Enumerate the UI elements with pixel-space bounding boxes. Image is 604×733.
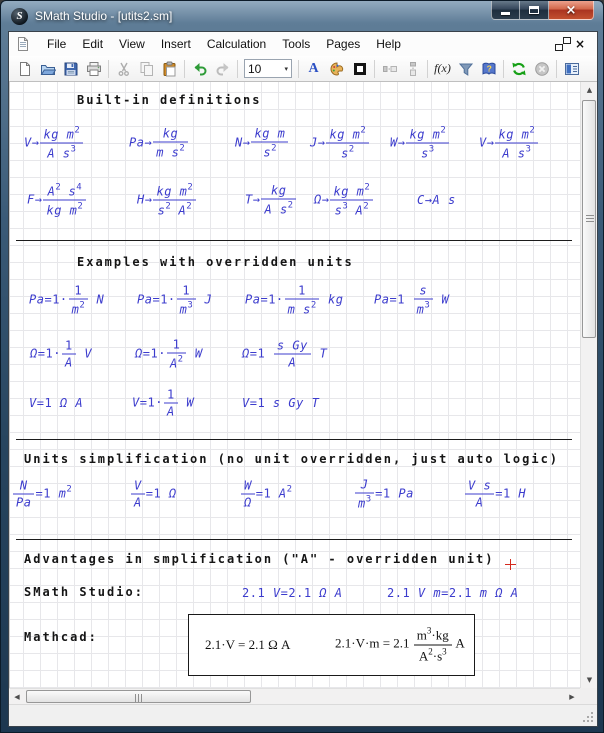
copy-button[interactable] <box>135 58 158 80</box>
open-button[interactable] <box>36 58 59 80</box>
simp-W-Ohm[interactable]: $\frac{W}{\Omega}$ =1 $A^2$ <box>240 479 292 510</box>
border-button[interactable] <box>348 58 371 80</box>
simp-V-A[interactable]: $\frac{V}{A}$ =1 Ω <box>130 479 177 510</box>
new-page-button[interactable] <box>13 58 36 80</box>
palette-icon <box>329 61 345 77</box>
cut-button[interactable] <box>112 58 135 80</box>
red-cursor <box>505 559 516 570</box>
vertical-scrollbar[interactable] <box>580 82 597 688</box>
def-W[interactable]: W→ $\frac{kg m^2}{s^3}$ <box>390 126 450 161</box>
toolbar-separator <box>427 60 428 78</box>
separator-1 <box>16 240 572 241</box>
new-page-icon <box>17 61 33 77</box>
toolbar-separator <box>184 60 185 78</box>
border-icon <box>354 63 366 75</box>
def-T[interactable]: T→ $\frac{kg}{A s^2}$ <box>245 184 297 217</box>
ex-Ohm-V[interactable]: Ω=1· $\frac{1}{A}$ V <box>30 338 93 370</box>
horizontal-scrollbar[interactable] <box>9 688 580 704</box>
function-button[interactable] <box>431 58 454 80</box>
def-J[interactable]: J→ $\frac{kg m^2}{s^2}$ <box>310 126 370 161</box>
def-F[interactable]: F→ $\frac{A^2 s^4}{kg m^2}$ <box>27 183 87 218</box>
paste-button[interactable] <box>158 58 181 80</box>
scroll-down-icon[interactable]: ▼ <box>586 676 593 684</box>
side-panel-icon <box>564 61 580 77</box>
toolbar-separator <box>556 60 557 78</box>
recalculate-button[interactable] <box>507 58 530 80</box>
close-icon: × <box>565 2 577 18</box>
def-Pa[interactable]: Pa→ $\frac{kg}{m s^2}$ <box>129 127 189 160</box>
filter-button[interactable] <box>454 58 477 80</box>
align-horizontal-icon <box>382 61 398 77</box>
ex-V-W[interactable]: V=1· $\frac{1}{A}$ W <box>132 387 195 419</box>
menu-view[interactable]: View <box>119 37 145 51</box>
refresh-icon <box>511 61 527 77</box>
scroll-left-icon[interactable]: ◀ <box>14 693 20 701</box>
mdi-close-icon: × <box>574 37 585 51</box>
toolbar <box>9 56 597 82</box>
stop-icon <box>534 61 550 77</box>
font-color-icon: A <box>308 60 319 76</box>
align-vertical-icon <box>405 61 421 77</box>
svg-text:?: ? <box>486 63 492 73</box>
font-size-value: 10 <box>248 61 262 76</box>
print-button[interactable] <box>82 58 105 80</box>
side-panel-button[interactable] <box>560 58 583 80</box>
mathcad-box-formula-1: 2.1·V = 2.1 Ω A <box>205 637 291 652</box>
chevron-down-icon[interactable]: ▾ <box>284 64 288 73</box>
align-horizontal-button[interactable] <box>378 58 401 80</box>
funnel-icon <box>458 61 474 77</box>
ex-Pa-J[interactable]: Pa=1· $\frac{1}{m^3}$ J <box>137 283 213 317</box>
separator-3 <box>16 539 572 540</box>
font-color-button[interactable] <box>302 58 325 80</box>
menu-edit[interactable]: Edit <box>82 37 104 51</box>
menu-file[interactable]: File <box>47 37 67 51</box>
help-book-icon <box>481 61 497 77</box>
align-vertical-button[interactable] <box>401 58 424 80</box>
redo-icon <box>215 61 231 77</box>
horizontal-scrollbar-thumb[interactable] <box>26 690 251 703</box>
smath-logo-icon: S <box>11 8 28 25</box>
mdi-window-buttons <box>551 35 591 53</box>
stop-button[interactable] <box>530 58 553 80</box>
separator-2 <box>16 439 572 440</box>
cut-icon <box>116 61 132 77</box>
save-button[interactable] <box>59 58 82 80</box>
simp-Vs-A[interactable]: $\frac{\text{V s}}{A}$ =1 H <box>464 479 526 510</box>
font-size-combo[interactable] <box>244 59 292 78</box>
undo-button[interactable] <box>188 58 211 80</box>
simp-J-m3[interactable]: $\frac{J}{m^3}$ =1 Pa <box>354 478 414 511</box>
resize-grip[interactable] <box>582 711 595 724</box>
paste-icon <box>162 61 178 77</box>
maximize-button[interactable] <box>520 1 549 20</box>
background-color-button[interactable] <box>325 58 348 80</box>
ex-V-OhmA[interactable]: V=1 Ω A <box>29 396 84 410</box>
scroll-right-icon[interactable]: ▶ <box>569 693 575 701</box>
toolbar-separator <box>503 60 504 78</box>
section-title-advantages[interactable]: Advantages in smplification ("A" - overridden unit) <box>24 552 495 566</box>
document-icon <box>15 36 31 52</box>
def-Ohm[interactable]: Ω→ $\frac{kg m^2}{s^3 A^2}$ <box>314 183 374 218</box>
mathcad-box <box>188 614 475 676</box>
toolbar-separator <box>374 60 375 78</box>
menu-pages[interactable]: Pages <box>326 37 361 51</box>
save-icon <box>63 61 79 77</box>
vertical-scrollbar-thumb[interactable] <box>582 100 596 338</box>
def-V-1[interactable]: V→ $\frac{kg m^2}{A s^3}$ <box>24 126 84 161</box>
section-title-simplification[interactable]: Units simplification (no unit overridden, just auto logic) <box>24 452 560 466</box>
open-folder-icon <box>40 61 56 77</box>
client-area <box>8 31 598 727</box>
copy-icon <box>139 61 155 77</box>
section-title-overridden[interactable]: Examples with overridden units <box>77 255 354 269</box>
toolbar-separator <box>298 60 299 78</box>
toolbar-separator <box>108 60 109 78</box>
caption-buttons <box>491 1 594 20</box>
redo-button[interactable] <box>211 58 234 80</box>
menu-insert[interactable]: Insert <box>160 37 191 51</box>
menu-bar <box>9 32 597 56</box>
fx-icon: f(x) <box>434 61 451 75</box>
minimize-icon <box>501 12 510 15</box>
reference-book-button[interactable] <box>477 58 500 80</box>
ex-Pa-W[interactable]: Pa=1 $\frac{s}{m^3}$ W <box>374 283 450 317</box>
section-title-builtin[interactable]: Built-in definitions <box>77 93 262 107</box>
mdi-close-button[interactable] <box>575 35 585 53</box>
smath-result-2[interactable]: 2.1 V m=2.1 m Ω A <box>387 586 519 600</box>
minimize-button[interactable] <box>491 1 520 20</box>
scrollbar-corner <box>580 688 597 704</box>
def-H[interactable]: H→ $\frac{kg m^2}{s^2 A^2}$ <box>137 183 197 218</box>
smath-result-1[interactable]: 2.1 V=2.1 Ω A <box>242 586 343 600</box>
label-smath-studio[interactable]: SMath Studio: <box>24 585 144 599</box>
toolbar-separator <box>237 60 238 78</box>
def-N[interactable]: N→ $\frac{\text{kg m}}{s^2}$ <box>235 127 289 160</box>
print-icon <box>86 61 102 77</box>
close-button[interactable] <box>549 1 594 20</box>
def-V-2[interactable]: V→ $\frac{kg m^2}{A s^3}$ <box>479 126 539 161</box>
ex-V-sGyT[interactable]: V=1 s Gy T <box>242 396 320 410</box>
ex-Ohm-W[interactable]: Ω=1· $\frac{1}{A^2}$ W <box>135 337 203 371</box>
undo-icon <box>192 61 208 77</box>
label-mathcad[interactable]: Mathcad: <box>24 630 98 644</box>
def-C[interactable]: C→A s <box>417 193 456 207</box>
document-canvas[interactable] <box>9 82 580 688</box>
menu-calculation[interactable]: Calculation <box>206 37 267 51</box>
scroll-up-icon[interactable]: ▲ <box>586 86 593 94</box>
mathcad-box-formula-2: 2.1·V·m = 2.1 $\frac{m^3\cdot kg}{A^2\cdot s^3}$ A <box>335 625 465 664</box>
menu-help[interactable]: Help <box>376 37 401 51</box>
menu-tools[interactable]: Tools <box>282 37 311 51</box>
ex-Ohm-T[interactable]: Ω=1 $\frac{\text{s Gy}}{A}$ T <box>242 338 328 370</box>
simp-N-Pa[interactable]: $\frac{N}{Pa}$ =1 $m^2$ <box>12 479 72 510</box>
status-bar <box>9 704 597 726</box>
maximize-icon <box>529 6 539 14</box>
window-title: SMath Studio - [utits2.sm] <box>35 9 173 23</box>
ex-Pa-N[interactable]: Pa=1· $\frac{1}{m^2}$ N <box>29 283 105 317</box>
ex-Pa-kg[interactable]: Pa=1· $\frac{1}{m s^2}$ kg <box>245 283 344 317</box>
